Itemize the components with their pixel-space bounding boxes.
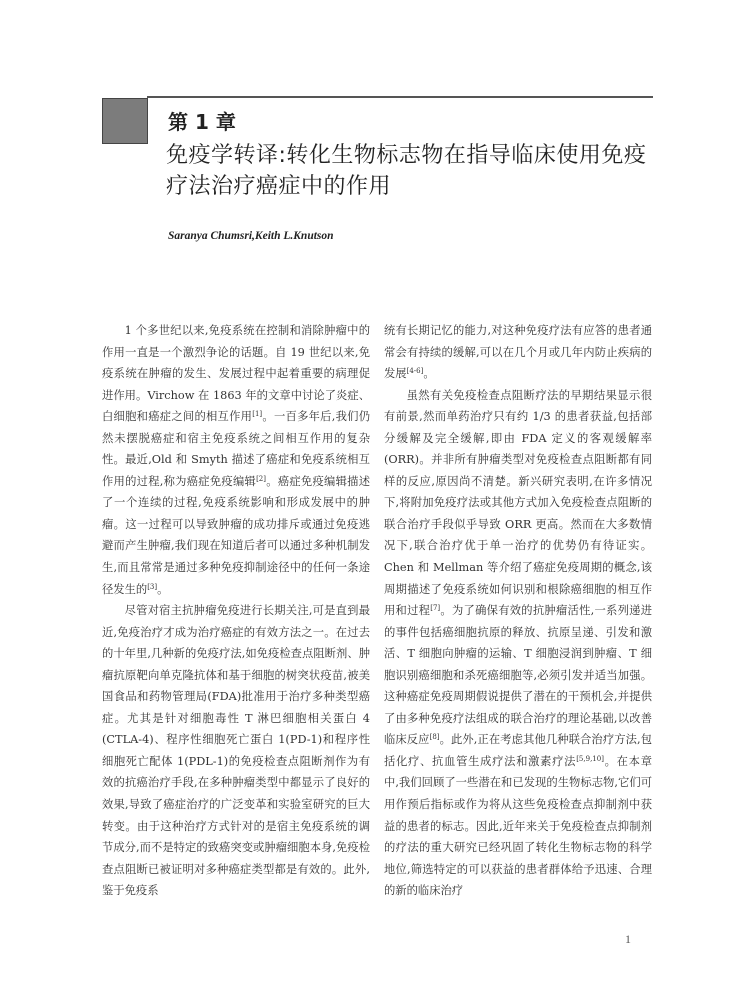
paragraph-text: 。 xyxy=(157,582,169,596)
paragraph-text: 。癌症免疫编辑描述了一个连续的过程,免疫系统影响和形成发展中的肿瘤。这一过程可以导致肿瘤的成功排斥或通过免疫逃避而产生肿瘤,我们现在知道后者可以通过多种机制发生,而且常常是通过多种免疫抑制途径中的任何一条途径发生的 xyxy=(102,474,370,596)
paragraph-text: 。 xyxy=(423,367,435,381)
citation-marker: [8] xyxy=(429,733,440,742)
paragraph-text: 1 个多世纪以来,免疫系统在控制和消除肿瘤中的作用一直是一个激烈争论的话题。自 19 世纪以来,免疫系统在肿瘤的发生、发展过程中起着重要的病理促进作用。Virchow 在 1863 年的文章中讨论了炎症、白细胞和癌症之间的相互作用 xyxy=(102,324,370,424)
chapter-authors: Saranya Chumsri,Keith L.Knutson xyxy=(168,230,334,242)
paragraph xyxy=(384,385,652,902)
paragraph-text: 虽然有关免疫检查点阻断疗法的早期结果显示很有前景,然而单药治疗只有约 1/3 的患者获益,包括部分缓解及完全缓解,即由 FDA 定义的客观缓解率(ORR)。并非所有肿瘤类型对免疫检查点阻断都有同样的反应,原因尚不清楚。新兴研究表明,在许多情况下,将附加免疫疗法或其他方式加入免疫检查点阻断的联合治疗手段似乎导致 ORR 更高。然而在大多数情况下,联合治疗优于单一治疗的优势仍有待证实。Chen 和 Mellman 等介绍了癌症免疫周期的概念,该周期描述了免疫系统如何识别和根除癌细胞的相互作用和过程 xyxy=(384,388,652,618)
paragraph xyxy=(102,320,370,600)
citation-marker: [1] xyxy=(252,410,263,419)
citation-marker: [2] xyxy=(256,474,266,483)
paragraph-text: 。为了确保有效的抗肿瘤活性,一系列递进的事件包括癌细胞抗原的释放、抗原呈递、引发和激活、T 细胞向肿瘤的运输、T 细胞浸润到肿瘤、T 细胞识别癌细胞和杀死癌细胞等,必须引发并适当加强。这种癌症免疫周期假说提供了潜在的干预机会,并提供了由多种免疫疗法组成的联合治疗的理论基础,以改善临床反应 xyxy=(384,604,652,747)
paragraph-text: 统有长期记忆的能力,对这种免疫疗法有应答的患者通常会有持续的缓解,可以在几个月或几年内防止疾病的发展 xyxy=(384,324,652,381)
paragraph xyxy=(384,320,652,385)
header-rule xyxy=(147,96,653,98)
citation-marker: [3] xyxy=(147,582,158,591)
citation-marker: [5,9,10] xyxy=(576,754,604,763)
chapter-marker-box xyxy=(102,98,148,144)
citation-marker: [4-6] xyxy=(406,367,424,376)
chapter-title: 免疫学转译:转化生物标志物在指导临床使用免疫疗法治疗癌症中的作用 xyxy=(166,143,647,199)
paragraph-text: 。在本章中,我们回顾了一些潜在和已发现的生物标志物,它们可用作预后指标或作为将从这些免疫检查点抑制剂中获益的患者的标志。因此,近年来关于免疫检查点抑制剂的疗法的重大研究已经巩固了转化生物标志物的科学地位,筛选特定的可以获益的患者群体给予迅速、合理的新的临床治疗 xyxy=(384,754,652,898)
page-number: 1 xyxy=(625,932,631,946)
paragraph xyxy=(102,600,370,902)
citation-marker: [7] xyxy=(430,604,441,613)
body-column-right xyxy=(384,320,652,902)
body-column-left xyxy=(102,320,370,902)
chapter-number: 第 1 章 xyxy=(168,110,236,134)
paragraph-text: 。一百多年后,我们仍然未摆脱癌症和宿主免疫系统之间相互作用的复杂性。最近,Old 和 Smyth 描述了癌症和免疫系统相互作用的过程,称为癌症免疫编辑 xyxy=(102,410,370,488)
paragraph-text: 。此外,正在考虑其他几种联合治疗方法,包括化疗、抗血管生成疗法和激素疗法 xyxy=(384,733,652,768)
paragraph-text: 尽管对宿主抗肿瘤免疫进行长期关注,可是直到最近,免疫治疗才成为治疗癌症的有效方法之一。在过去的十年里,几种新的免疫疗法,如免疫检查点阻断剂、肿瘤抗原靶向单克隆抗体和基于细胞的树突状疫苗,被美国食品和药物管理局(FDA)批准用于治疗多种类型癌症。尤其是针对细胞毒性 T 淋巴细胞相关蛋白 4 (CTLA-4)、程序性细胞死亡蛋白 1(PD-1)和程序性细胞死亡配体 1(PDL-1)的免疫检查点阻断剂作为有效的抗癌治疗手段,在多种肿瘤类型中都显示了良好的效果,导致了癌症治疗的广泛变革和实验室研究的巨大转变。由于这种治疗方式针对的是宿主免疫系统的调节成分,而不是特定的致癌突变或肿瘤细胞本身,免疫检查点阻断已被证明对多种癌症类型都是有效的。此外,鉴于免疫系 xyxy=(102,604,370,898)
